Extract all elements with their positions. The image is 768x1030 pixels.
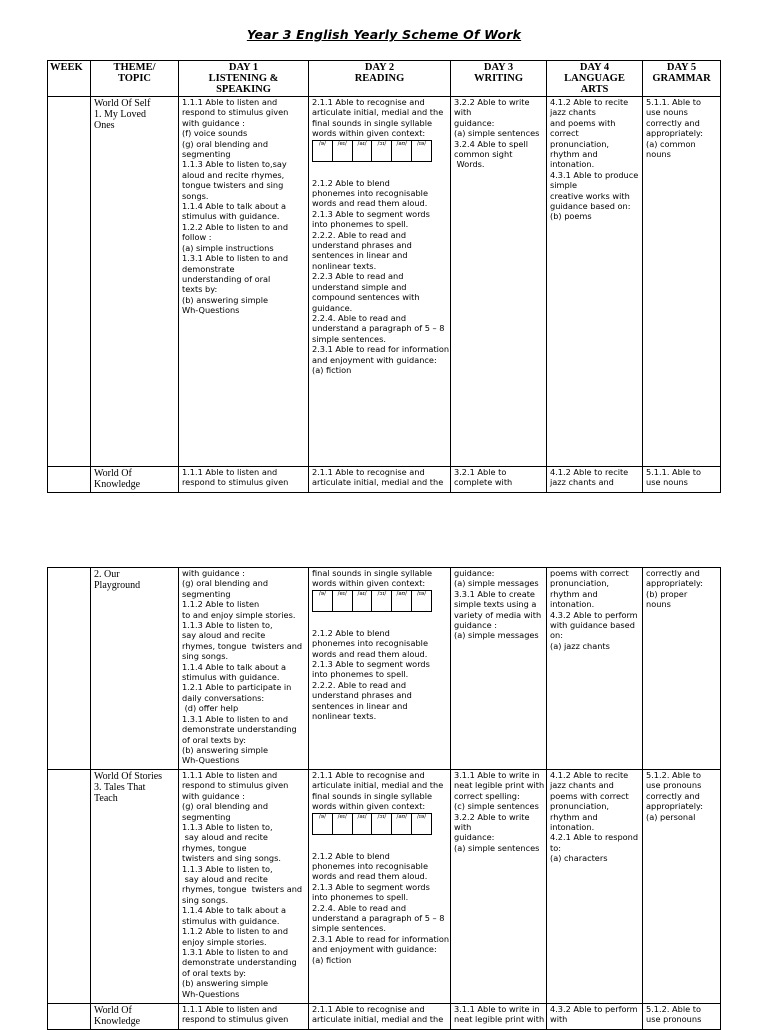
day5-cell bbox=[643, 1004, 721, 1030]
cell-line: appropriately: bbox=[646, 128, 703, 139]
header-day1: DAY 1 LISTENING & SPEAKING bbox=[179, 61, 309, 97]
cell-line: nonlinear texts. bbox=[312, 260, 377, 271]
cell-line: 2.1.1 Able to recognise and bbox=[312, 1004, 425, 1014]
cell-line: common sight bbox=[454, 149, 513, 160]
day5-cell bbox=[643, 770, 721, 1004]
day3-cell bbox=[451, 770, 547, 1004]
cell-line: and enjoyment with guidance: bbox=[312, 354, 437, 365]
cell-line: intonation. bbox=[550, 599, 595, 610]
cell-line: of oral texts by: bbox=[182, 967, 246, 978]
cell-line: respond to stimulus given bbox=[182, 477, 289, 488]
cell-line: sentences in linear and bbox=[312, 700, 408, 711]
cell-line: songs. bbox=[182, 190, 209, 201]
cell-line: into phonemes to spell. bbox=[312, 669, 409, 680]
week-cell bbox=[48, 97, 91, 467]
cell-line: 1.3.1 Able to listen to and bbox=[182, 946, 289, 957]
cell-line: 1.1.4 Able to talk about a bbox=[182, 661, 287, 672]
cell-line: 2.1.1 Able to recognise and bbox=[312, 770, 425, 780]
cell-line: 1.3.1 Able to listen to and bbox=[182, 713, 289, 724]
day1-cell bbox=[179, 568, 309, 770]
cell-line: segmenting bbox=[182, 588, 231, 599]
cell-line: intonation. bbox=[550, 159, 595, 170]
cell-line: use nouns bbox=[646, 107, 688, 118]
cell-line: 2.2.4. Able to read and bbox=[312, 312, 407, 323]
cell-line: sing songs. bbox=[182, 651, 229, 662]
phoneme-cell: /ə/ bbox=[313, 140, 333, 161]
cell-line: 2.3.1 Able to read for information bbox=[312, 344, 450, 355]
cell-line: Wh-Questions bbox=[182, 988, 240, 999]
cell-line: guidance based on: bbox=[550, 201, 631, 212]
cell-line: 1.1.2 Able to listen to and bbox=[182, 926, 289, 937]
cell-line: final sounds in single syllable bbox=[312, 790, 433, 801]
week-cell bbox=[48, 467, 91, 493]
cell-line: phonemes into recognisable bbox=[312, 188, 428, 199]
cell-line: respond to stimulus given bbox=[182, 780, 289, 791]
cell-line: texts by: bbox=[182, 284, 218, 295]
cell-line: nouns bbox=[646, 599, 671, 610]
phoneme-cell: /ɔɪ/ bbox=[372, 590, 392, 611]
cell-line: 5.1.1. Able to bbox=[646, 97, 701, 107]
cell-line: 2.3.1 Able to read for information bbox=[312, 933, 450, 944]
cell-line: 2.1.1 Able to recognise and bbox=[312, 467, 425, 477]
cell-line: daily conversations: bbox=[182, 692, 265, 703]
cell-line: (a) simple messages bbox=[454, 578, 539, 589]
cell-line: Words. bbox=[454, 159, 485, 170]
cell-line: nouns bbox=[646, 149, 671, 160]
phoneme-cell: /eɪ/ bbox=[332, 813, 352, 834]
cell-line: with guidance : bbox=[182, 117, 245, 128]
header-day4: DAY 4 LANGUAGE ARTS bbox=[547, 61, 643, 97]
cell-line: World Of bbox=[94, 468, 132, 479]
cell-line: stimulus with guidance. bbox=[182, 915, 280, 926]
cell-line: 3.2.4 Able to spell bbox=[454, 138, 529, 149]
cell-line: 2.2.4. Able to read and bbox=[312, 902, 407, 913]
cell-line: stimulus with guidance. bbox=[182, 211, 280, 222]
phoneme-cell: /aɪ/ bbox=[352, 140, 372, 161]
cell-line: variety of media with bbox=[454, 609, 542, 620]
cell-line: demonstrate bbox=[182, 263, 235, 274]
cell-line: articulate initial, medial and the bbox=[312, 1014, 444, 1025]
cell-line: correct bbox=[550, 128, 579, 139]
day5-cell bbox=[643, 467, 721, 493]
cell-line: segmenting bbox=[182, 811, 231, 822]
scheme-row bbox=[48, 770, 721, 1004]
cell-line: Teach bbox=[94, 793, 118, 804]
phonics-table bbox=[312, 140, 432, 162]
cell-line: 1.1.3 Able to listen to,say bbox=[182, 159, 287, 170]
cell-line: segmenting bbox=[182, 149, 231, 160]
cell-line: 3.3.1 Able to create bbox=[454, 588, 535, 599]
cell-line: demonstrate understanding bbox=[182, 724, 297, 735]
cell-line: guidance: bbox=[454, 832, 495, 843]
cell-line: jazz chants bbox=[550, 107, 596, 118]
cell-line: poems with correct bbox=[550, 790, 629, 801]
theme-cell bbox=[91, 97, 179, 467]
cell-line: (c) simple sentences bbox=[454, 801, 539, 812]
cell-line: 1.1.1 Able to listen and bbox=[182, 770, 278, 780]
cell-line: articulate initial, medial and the bbox=[312, 107, 444, 118]
day5-cell bbox=[643, 568, 721, 770]
cell-line: (a) simple messages bbox=[454, 630, 539, 641]
cell-line: (b) answering simple bbox=[182, 744, 269, 755]
cell-line: Knowledge bbox=[94, 1016, 141, 1027]
cell-line: World Of Self bbox=[94, 98, 151, 109]
day3-cell bbox=[451, 568, 547, 770]
cell-line: 4.3.1 Able to produce bbox=[550, 169, 639, 180]
phoneme-cell: /ɪə/ bbox=[412, 590, 432, 611]
cell-line: jazz chants and bbox=[550, 780, 614, 791]
cell-line: on: bbox=[550, 630, 563, 641]
cell-line: (a) fiction bbox=[312, 954, 352, 965]
cell-line: sentences in linear and bbox=[312, 250, 408, 261]
cell-line: appropriately: bbox=[646, 801, 703, 812]
cell-line: use pronouns bbox=[646, 1014, 702, 1025]
cell-line: 2. Our bbox=[94, 569, 120, 580]
cell-line: into phonemes to spell. bbox=[312, 219, 409, 230]
cell-line: 2.2.2. Able to read and bbox=[312, 229, 407, 240]
cell-line: (d) offer help bbox=[182, 703, 239, 714]
cell-line: aloud and recite rhymes, bbox=[182, 169, 285, 180]
cell-line: rhymes, tongue bbox=[182, 842, 247, 853]
cell-line: 5.1.1. Able to bbox=[646, 467, 701, 477]
theme-cell bbox=[91, 770, 179, 1004]
theme-cell bbox=[91, 568, 179, 770]
day3-cell bbox=[451, 1004, 547, 1030]
cell-line: 4.1.2 Able to recite bbox=[550, 770, 629, 780]
scheme-row bbox=[48, 467, 721, 493]
day4-cell bbox=[547, 568, 643, 770]
week-cell bbox=[48, 770, 91, 1004]
cell-line: simple bbox=[550, 180, 578, 191]
cell-line: pronunciation, bbox=[550, 801, 610, 812]
cell-line: stimulus with guidance. bbox=[182, 672, 280, 683]
cell-line: (a) fiction bbox=[312, 364, 352, 375]
day4-cell bbox=[547, 1004, 643, 1030]
cell-line: Wh-Questions bbox=[182, 755, 240, 766]
cell-line: pronunciation, bbox=[550, 578, 610, 589]
cell-line: of oral texts by: bbox=[182, 734, 246, 745]
phoneme-cell: /eɪ/ bbox=[332, 140, 352, 161]
cell-line: intonation. bbox=[550, 822, 595, 833]
day1-cell bbox=[179, 97, 309, 467]
cell-line: 1.1.2 Able to listen bbox=[182, 599, 260, 610]
cell-line: correctly and bbox=[646, 790, 700, 801]
cell-line: 2.1.3 Able to segment words bbox=[312, 208, 430, 219]
phoneme-cell: /ɔɪ/ bbox=[372, 813, 392, 834]
cell-line: correct spelling: bbox=[454, 790, 520, 801]
cell-line: World Of bbox=[94, 1005, 132, 1016]
cell-line: 2.1.2 Able to blend bbox=[312, 177, 390, 188]
cell-line: with guidance based bbox=[550, 620, 635, 631]
day3-cell bbox=[451, 97, 547, 467]
cell-line: appropriately: bbox=[646, 578, 703, 589]
scheme-table-page-1 bbox=[47, 60, 721, 493]
cell-line: words within given context: bbox=[312, 578, 426, 589]
cell-line: 1.1.4 Able to talk about a bbox=[182, 201, 287, 212]
scheme-row bbox=[48, 97, 721, 467]
theme-cell bbox=[91, 1004, 179, 1030]
cell-line: words within given context: bbox=[312, 801, 426, 812]
cell-line: (b) poems bbox=[550, 211, 592, 222]
cell-line: words and read them aloud. bbox=[312, 198, 428, 209]
cell-line: 1.1.1 Able to listen and bbox=[182, 1004, 278, 1014]
cell-line: (g) oral blending and bbox=[182, 801, 269, 812]
cell-line: 2.2.3 Able to read and bbox=[312, 271, 404, 282]
cell-line: 1. My Loved bbox=[94, 109, 146, 120]
scheme-row bbox=[48, 1004, 721, 1030]
cell-line: creative works with bbox=[550, 190, 630, 201]
cell-line: 2.1.3 Able to segment words bbox=[312, 881, 430, 892]
cell-line: 1.1.3 Able to listen to, bbox=[182, 863, 273, 874]
phoneme-cell: /aɪ/ bbox=[352, 813, 372, 834]
cell-line: (a) personal bbox=[646, 811, 696, 822]
cell-line: 2.1.3 Able to segment words bbox=[312, 659, 430, 670]
phoneme-cell: /ə/ bbox=[313, 813, 333, 834]
cell-line: articulate initial, medial and the bbox=[312, 477, 444, 488]
day4-cell bbox=[547, 97, 643, 467]
cell-line: nonlinear texts. bbox=[312, 711, 377, 722]
cell-line: (a) simple sentences bbox=[454, 842, 540, 853]
cell-line: 4.3.2 Able to perform bbox=[550, 609, 638, 620]
cell-line: 4.1.2 Able to recite bbox=[550, 467, 629, 477]
cell-line: understanding of oral bbox=[182, 273, 271, 284]
cell-line: respond to stimulus given bbox=[182, 107, 289, 118]
cell-line: (b) answering simple bbox=[182, 978, 269, 989]
day3-cell bbox=[451, 467, 547, 493]
day2-cell bbox=[309, 568, 451, 770]
cell-line: to and enjoy simple stories. bbox=[182, 609, 296, 620]
cell-line: World Of Stories bbox=[94, 771, 163, 782]
cell-line: with bbox=[550, 1014, 568, 1025]
cell-line: 1.2.1 Able to participate in bbox=[182, 682, 292, 693]
header-day3: DAY 3 WRITING bbox=[451, 61, 547, 97]
cell-line: say aloud and recite bbox=[182, 874, 268, 885]
cell-line: 5.1.2. Able to bbox=[646, 1004, 701, 1014]
cell-line: simple sentences. bbox=[312, 333, 386, 344]
cell-line: 2.2.2. Able to read and bbox=[312, 679, 407, 690]
cell-line: 1.1.4 Able to talk about a bbox=[182, 905, 287, 916]
cell-line: 4.3.2 Able to perform bbox=[550, 1004, 638, 1014]
cell-line: final sounds in single syllable bbox=[312, 117, 433, 128]
day2-cell bbox=[309, 770, 451, 1004]
cell-line: phonemes into recognisable bbox=[312, 638, 428, 649]
cell-line: twisters and sing songs. bbox=[182, 853, 281, 864]
phoneme-cell: /aʊ/ bbox=[392, 140, 412, 161]
cell-line: 3.1.1 Able to write in bbox=[454, 1004, 540, 1014]
phoneme-cell: /ɔɪ/ bbox=[372, 140, 392, 161]
phoneme-cell: /aʊ/ bbox=[392, 813, 412, 834]
cell-line: 1.1.3 Able to listen to, bbox=[182, 620, 273, 631]
cell-line: 3. Tales That bbox=[94, 782, 146, 793]
cell-line: with bbox=[454, 822, 472, 833]
cell-line: (f) voice sounds bbox=[182, 128, 248, 139]
cell-line: neat legible print with bbox=[454, 1014, 545, 1025]
cell-line: rhymes, tongue twisters and bbox=[182, 640, 303, 651]
cell-line: 3.2.1 Able to bbox=[454, 467, 507, 477]
cell-line: (a) common bbox=[646, 138, 696, 149]
cell-line: understand phrases and bbox=[312, 690, 412, 701]
cell-line: sing songs. bbox=[182, 894, 229, 905]
cell-line: say aloud and recite bbox=[182, 630, 266, 641]
header-row bbox=[48, 61, 721, 97]
cell-line: complete with bbox=[454, 477, 513, 488]
cell-line: understand a paragraph of 5 – 8 bbox=[312, 323, 445, 334]
cell-line: words and read them aloud. bbox=[312, 871, 428, 882]
document-title: Year 3 English Yearly Scheme Of Work bbox=[246, 27, 522, 42]
phoneme-cell: /aɪ/ bbox=[352, 590, 372, 611]
cell-line: to: bbox=[550, 842, 561, 853]
cell-line: understand phrases and bbox=[312, 240, 412, 251]
cell-line: pronunciation, bbox=[550, 138, 610, 149]
phonics-table bbox=[312, 590, 432, 612]
cell-line: words and read them aloud. bbox=[312, 648, 428, 659]
day1-cell bbox=[179, 467, 309, 493]
cell-line: 3.2.2 Able to write bbox=[454, 811, 530, 822]
cell-line: (g) oral blending and bbox=[182, 578, 269, 589]
cell-line: 4.2.1 Able to respond bbox=[550, 832, 639, 843]
phoneme-cell: /aʊ/ bbox=[392, 590, 412, 611]
cell-line: simple sentences. bbox=[312, 923, 386, 934]
cell-line: 1.2.2 Able to listen to and bbox=[182, 221, 289, 232]
cell-line: with guidance : bbox=[182, 790, 245, 801]
header-week: WEEK bbox=[48, 61, 91, 97]
cell-line: 2.1.2 Able to blend bbox=[312, 850, 390, 861]
cell-line: (a) simple sentences bbox=[454, 128, 540, 139]
cell-line: 3.2.2 Able to write bbox=[454, 97, 530, 107]
cell-line: guidance: bbox=[454, 568, 495, 578]
cell-line: (a) characters bbox=[550, 853, 608, 864]
day2-cell bbox=[309, 97, 451, 467]
cell-line: correctly and bbox=[646, 117, 700, 128]
cell-line: 1.1.1 Able to listen and bbox=[182, 97, 278, 107]
phoneme-cell: /eɪ/ bbox=[332, 590, 352, 611]
phonics-table bbox=[312, 813, 432, 835]
header-day5: DAY 5 GRAMMAR bbox=[643, 61, 721, 97]
cell-line: 2.1.1 Able to recognise and bbox=[312, 97, 425, 107]
cell-line: enjoy simple stories. bbox=[182, 936, 267, 947]
cell-line: Wh-Questions bbox=[182, 305, 240, 316]
cell-line: correctly and bbox=[646, 568, 700, 578]
cell-line: jazz chants and bbox=[550, 477, 614, 488]
cell-line: phonemes into recognisable bbox=[312, 861, 428, 872]
cell-line: 5.1.2. Able to bbox=[646, 770, 701, 780]
scheme-row bbox=[48, 568, 721, 770]
cell-line: (b) proper bbox=[646, 588, 688, 599]
cell-line: respond to stimulus given bbox=[182, 1014, 289, 1025]
cell-line: Playground bbox=[94, 580, 141, 591]
week-cell bbox=[48, 1004, 91, 1030]
cell-line: (a) simple instructions bbox=[182, 242, 274, 253]
phoneme-cell: /ɪə/ bbox=[412, 813, 432, 834]
phoneme-cell: /ə/ bbox=[313, 590, 333, 611]
cell-line: 1.1.3 Able to listen to, bbox=[182, 822, 273, 833]
day2-cell bbox=[309, 467, 451, 493]
cell-line: rhythm and bbox=[550, 149, 598, 160]
cell-line: say aloud and recite bbox=[182, 832, 268, 843]
cell-line: Knowledge bbox=[94, 479, 141, 490]
cell-line: 3.1.1 Able to write in bbox=[454, 770, 540, 780]
day1-cell bbox=[179, 770, 309, 1004]
cell-line: understand simple and bbox=[312, 281, 407, 292]
cell-line: use pronouns bbox=[646, 780, 702, 791]
cell-line: rhymes, tongue twisters and bbox=[182, 884, 303, 895]
header-theme: THEME/ TOPIC bbox=[91, 61, 179, 97]
cell-line: (a) jazz chants bbox=[550, 640, 610, 651]
cell-line: (b) answering simple bbox=[182, 294, 269, 305]
cell-line: words within given context: bbox=[312, 128, 426, 139]
cell-line: with guidance : bbox=[182, 568, 245, 578]
day4-cell bbox=[547, 467, 643, 493]
day4-cell bbox=[547, 770, 643, 1004]
phoneme-cell: /ɪə/ bbox=[412, 140, 432, 161]
cell-line: rhythm and bbox=[550, 588, 598, 599]
cell-line: compound sentences with bbox=[312, 292, 420, 303]
cell-line: 4.1.2 Able to recite bbox=[550, 97, 629, 107]
cell-line: poems with correct bbox=[550, 568, 629, 578]
cell-line: and enjoyment with guidance: bbox=[312, 944, 437, 955]
cell-line: rhythm and bbox=[550, 811, 598, 822]
cell-line: 1.1.1 Able to listen and bbox=[182, 467, 278, 477]
cell-line: tongue twisters and sing bbox=[182, 180, 284, 191]
week-cell bbox=[48, 568, 91, 770]
day5-cell bbox=[643, 97, 721, 467]
cell-line: into phonemes to spell. bbox=[312, 892, 409, 903]
day2-cell bbox=[309, 1004, 451, 1030]
theme-cell bbox=[91, 467, 179, 493]
scheme-table-page-2 bbox=[47, 567, 721, 1030]
cell-line: simple texts using a bbox=[454, 599, 537, 610]
cell-line: and poems with bbox=[550, 117, 616, 128]
cell-line: neat legible print with bbox=[454, 780, 545, 791]
cell-line: demonstrate understanding bbox=[182, 957, 297, 968]
cell-line: follow : bbox=[182, 232, 212, 243]
cell-line: guidance : bbox=[454, 620, 497, 631]
cell-line: understand a paragraph of 5 – 8 bbox=[312, 913, 445, 924]
cell-line: (g) oral blending and bbox=[182, 138, 269, 149]
cell-line: guidance: bbox=[454, 117, 495, 128]
cell-line: articulate initial, medial and the bbox=[312, 780, 444, 791]
cell-line: Ones bbox=[94, 120, 115, 131]
cell-line: final sounds in single syllable bbox=[312, 568, 433, 578]
cell-line: guidance. bbox=[312, 302, 353, 313]
header-day2: DAY 2 READING bbox=[309, 61, 451, 97]
cell-line: 1.3.1 Able to listen to and bbox=[182, 253, 289, 264]
cell-line: 2.1.2 Able to blend bbox=[312, 627, 390, 638]
day1-cell bbox=[179, 1004, 309, 1030]
cell-line: with bbox=[454, 107, 472, 118]
cell-line: use nouns bbox=[646, 477, 688, 488]
